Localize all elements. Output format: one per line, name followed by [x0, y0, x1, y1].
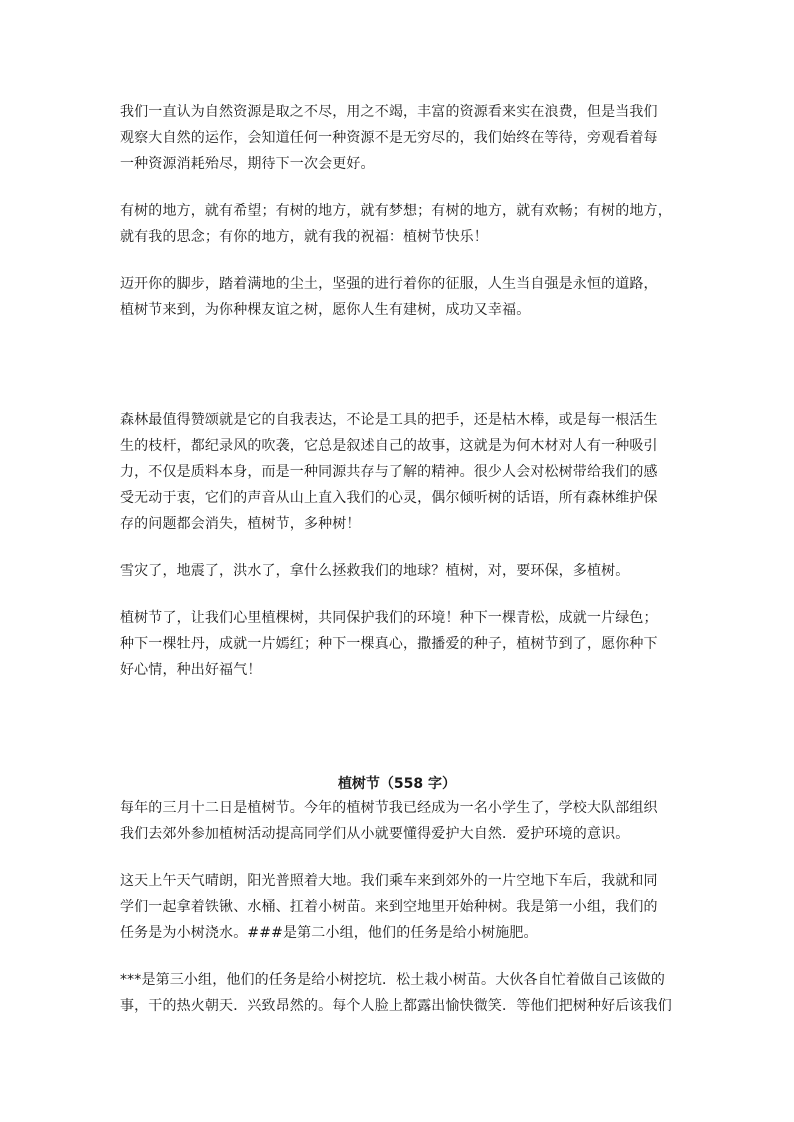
- paragraph-line: 雪灾了，地震了，洪水了，拿什么拯救我们的地球？植树，对，要环保，多植树。: [120, 563, 630, 579]
- paragraph-line: 每年的三月十二日是植树节。今年的植树节我已经成为一名小学生了，学校大队部组织: [120, 800, 658, 816]
- paragraph-line: 迈开你的脚步，踏着满地的尘土，坚强的进行着你的征服，人生当自强是永恒的道路，: [120, 276, 658, 292]
- paragraph-line: 一种资源消耗殆尽，期待下一次会更好。: [120, 156, 375, 172]
- paragraph-line: 森林最值得赞颂就是它的自我表达，不论是工具的把手，还是枯木棒，或是每一根活生: [120, 412, 658, 428]
- paragraph-line: 力，不仅是质料本身，而是一种同源共存与了解的精神。很少人会对松树带给我们的感: [120, 464, 658, 480]
- paragraph-line: 植树节了，让我们心里植棵树，共同保护我们的环境！种下一棵青松，成就一片绿色；: [120, 610, 658, 626]
- essay-title: 植树节（558 字）: [337, 776, 457, 792]
- paragraph-line: 受无动于衷，它们的声音从山上直入我们的心灵，偶尔倾听树的话语，所有森林维护保: [120, 490, 658, 506]
- paragraph-line: 学们一起拿着铁锹、水桶、扛着小树苗。来到空地里开始种树。我是第一小组，我们的: [120, 899, 658, 915]
- paragraph-line: 观察大自然的运作，会知道任何一种资源不是无穷尽的，我们始终在等待，旁观看着每: [120, 130, 658, 146]
- paragraph-line: 这天上午天气晴朗，阳光普照着大地。我们乘车来到郊外的一片空地下车后，我就和同: [120, 873, 658, 889]
- paragraph-line: 我们去郊外参加植树活动提高同学们从小就要懂得爱护大自然．爱护环境的意识。: [120, 826, 630, 842]
- paragraph-line: 生的枝杆，都纪录风的吹袭，它总是叙述自己的故事，这就是为何木材对人有一种吸引: [120, 438, 658, 454]
- paragraph-line: 种下一棵牡丹，成就一片嫣红；种下一棵真心，撒播爱的种子，植树节到了，愿你种下: [120, 636, 658, 652]
- paragraph-line: 植树节来到，为你种棵友谊之树，愿你人生有建树，成功又幸福。: [120, 302, 531, 318]
- paragraph-line: 我们一直认为自然资源是取之不尽，用之不竭，丰富的资源看来实在浪费，但是当我们: [120, 104, 658, 120]
- paragraph-line: ***是第三小组，他们的任务是给小树挖坑．松土栽小树苗。大伙各自忙着做自己该做的: [120, 972, 665, 988]
- paragraph-line: 好心情，种出好福气！: [120, 662, 262, 678]
- paragraph-line: 有树的地方，就有希望；有树的地方，就有梦想；有树的地方，就有欢畅；有树的地方，: [120, 203, 672, 219]
- paragraph-line: 就有我的思念；有你的地方，就有我的祝福：植树节快乐！: [120, 229, 488, 245]
- paragraph-line: 任务是为小树浇水。###是第二小组，他们的任务是给小树施肥。: [120, 925, 538, 941]
- paragraph-line: 存的问题都会消失，植树节，多种树！: [120, 516, 361, 532]
- paragraph-line: 事，干的热火朝天．兴致昂然的。每个人脸上都露出愉快微笑．等他们把树种好后该我们: [120, 998, 672, 1014]
